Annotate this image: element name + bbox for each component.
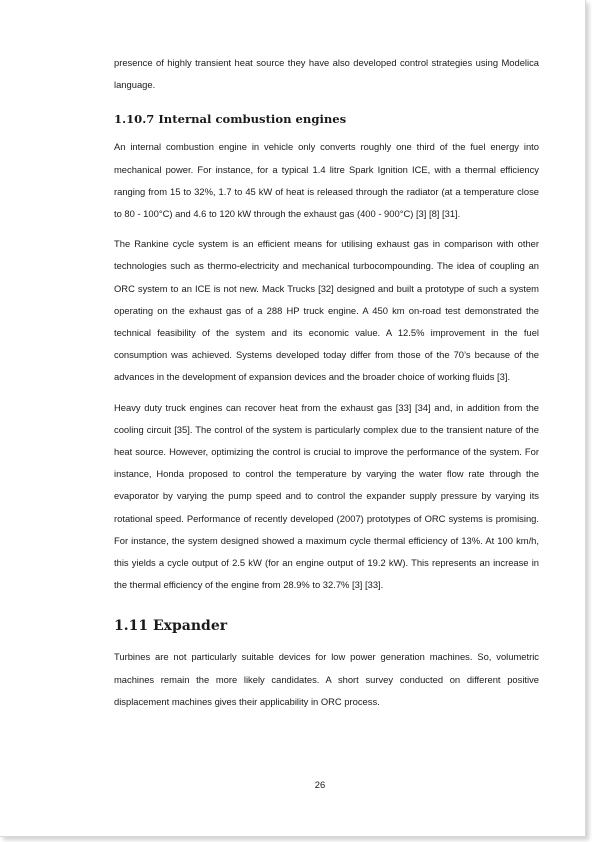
paragraph-continued: presence of highly transient heat source they have also developed control strategies using Modelica language. bbox=[114, 57, 539, 91]
page-body bbox=[114, 52, 539, 721]
section-heading: 1.11 Expander bbox=[114, 618, 228, 635]
paragraph-ice-intro: An internal combustion engine in vehicle only converts roughly one third of the fuel energy into mechanical power. For instance, for a typical 1.4 litre Spark Ignition ICE, with a thermal efficiency ranging from 15 to 32%, 1.7 to 45 kW of heat is released through the radiator (at a temperature close to 80 - 100°C) and 4.6 to 120 kW through the exhaust gas (400 - 900°C) [3] [8] [31]. bbox=[114, 141, 539, 220]
paragraph-rankine-cycle: The Rankine cycle system is an efficient means for utilising exhaust gas in comparison with other technologies such as thermo-electricity and mechanical turbocompounding. The idea of coupling an ORC system to an ICE is not new. Mack Trucks [32] designed and built a prototype of such a system operating on the exhaust gas of a 288 HP truck engine. A 450 km on-road test demonstrated the technical feasibility of the system and its economic value. A 12.5% improvement in the fuel consumption was achieved. Systems developed today differ from those of the 70’s because of the advances in the development of expansion devices and the broader choice of working fluids [3]. bbox=[114, 238, 539, 383]
paragraph-heavy-duty-trucks: Heavy duty truck engines can recover heat from the exhaust gas [33] [34] and, in addition from the cooling circuit [35]. The control of the system is particularly complex due to the transient nature of the heat source. However, optimizing the control is crucial to improve the performance of the system. For instance, Honda proposed to control the temperature by varying the water flow rate through the evaporator by varying the pump speed and to control the expander supply pressure by varying its rotational speed. Performance of recently developed (2007) prototypes of ORC systems is promising. For instance, the system designed showed a maximum cycle thermal efficiency of 13%. At 100 km/h, this yields a cycle output of 2.5 kW (for an engine output of 19.2 kW). This represents an increase in the thermal efficiency of the engine from 28.9% to 32.7% [3] [33]. bbox=[114, 401, 539, 591]
subsection-heading: 1.10.7 Internal combustion engines bbox=[114, 112, 347, 127]
paragraph-expander: Turbines are not particularly suitable devices for low power generation machines. So, volumetric machines remain the more likely candidates. A short survey conducted on different positive displacement machines gives their applicability in ORC process. bbox=[114, 651, 539, 707]
page-number: 26 bbox=[314, 779, 326, 790]
